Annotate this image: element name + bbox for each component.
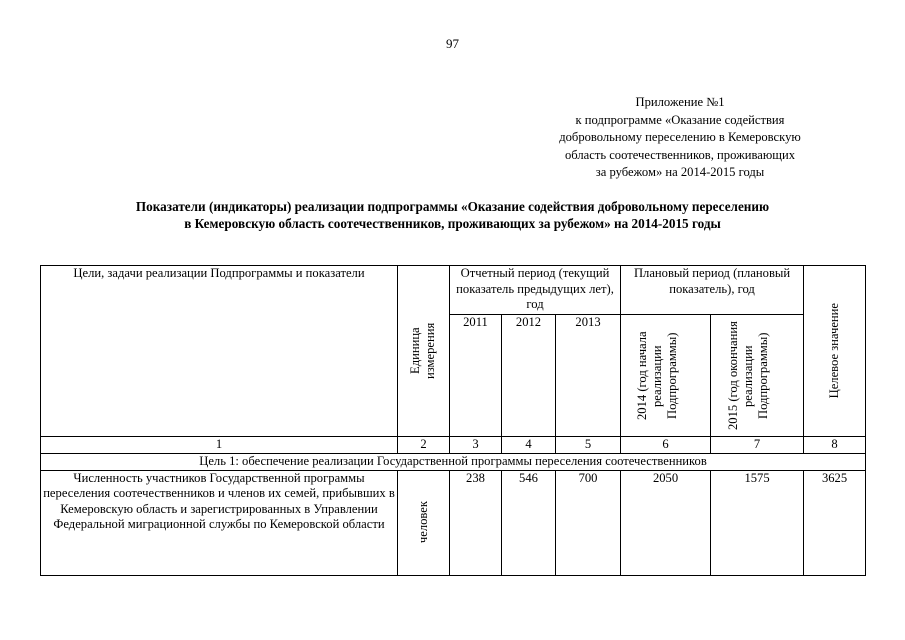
header-planned-period: Плановый период (плановый показатель), год: [621, 266, 804, 315]
title-line: Показатели (индикаторы) реализации подпрограммы «Оказание содействия добровольному переселению: [135, 199, 770, 214]
goal-row: Цель 1: обеспечение реализации Государственной программы переселения соотечественников: [41, 453, 866, 470]
value-2015: 1575: [711, 470, 804, 575]
appendix-note: [520, 94, 840, 182]
header-year-2015: [711, 315, 804, 437]
header-year-2012: 2012: [502, 315, 556, 437]
value-2014: 2050: [621, 470, 711, 575]
header-unit-text: Единица измерения: [407, 322, 437, 380]
appendix-line: за рубежом» на 2014-2015 годы: [595, 165, 765, 179]
header-year-2013: 2013: [556, 315, 621, 437]
header-target-text: Целевое значение: [827, 303, 842, 399]
header-year-2011: 2011: [450, 315, 502, 437]
header-target: [804, 266, 866, 437]
column-number: 3: [450, 437, 502, 454]
document-title: [40, 198, 865, 232]
value-target: 3625: [804, 470, 866, 575]
column-number: 7: [711, 437, 804, 454]
column-number: 1: [41, 437, 398, 454]
indicator-text: Численность участников Государственной программы переселения соотечественников и членов их семей, прибывших в Кемеровскую область и зарегистрированных в Управлении Федеральной миграционной службы по Кемеровской области: [41, 470, 398, 575]
value-2011: 238: [450, 470, 502, 575]
table-row: [41, 470, 866, 575]
appendix-line: добровольному переселению в Кемеровскую: [559, 130, 801, 144]
page-number: 97: [446, 36, 459, 51]
header-year-2014-text: 2014 (год начала реализации Подпрограммы): [634, 331, 679, 420]
indicators-table: [40, 265, 866, 576]
header-goals: Цели, задачи реализации Подпрограммы и показатели: [41, 266, 398, 437]
header-reporting-period: Отчетный период (текущий показатель предыдущих лет), год: [450, 266, 621, 315]
header-year-2015-text: 2015 (год окончания реализации Подпрограммы): [726, 321, 771, 430]
appendix-line: область соотечественников, проживающих: [564, 147, 796, 162]
header-unit: [398, 266, 450, 437]
appendix-line: к подпрограмме «Оказание содействия: [575, 112, 785, 127]
column-number: 8: [804, 437, 866, 454]
value-2013: 700: [556, 470, 621, 575]
title-line: в Кемеровскую область соотечественников, проживающих за рубежом» на 2014-2015 годы: [184, 216, 721, 231]
appendix-line: Приложение №1: [635, 95, 725, 109]
unit-cell: [398, 470, 450, 575]
column-number: 4: [502, 437, 556, 454]
column-number: 5: [556, 437, 621, 454]
unit-cell-text: человек: [416, 501, 430, 544]
header-year-2014: [621, 315, 711, 437]
column-number: 2: [398, 437, 450, 454]
value-2012: 546: [502, 470, 556, 575]
column-number: 6: [621, 437, 711, 454]
